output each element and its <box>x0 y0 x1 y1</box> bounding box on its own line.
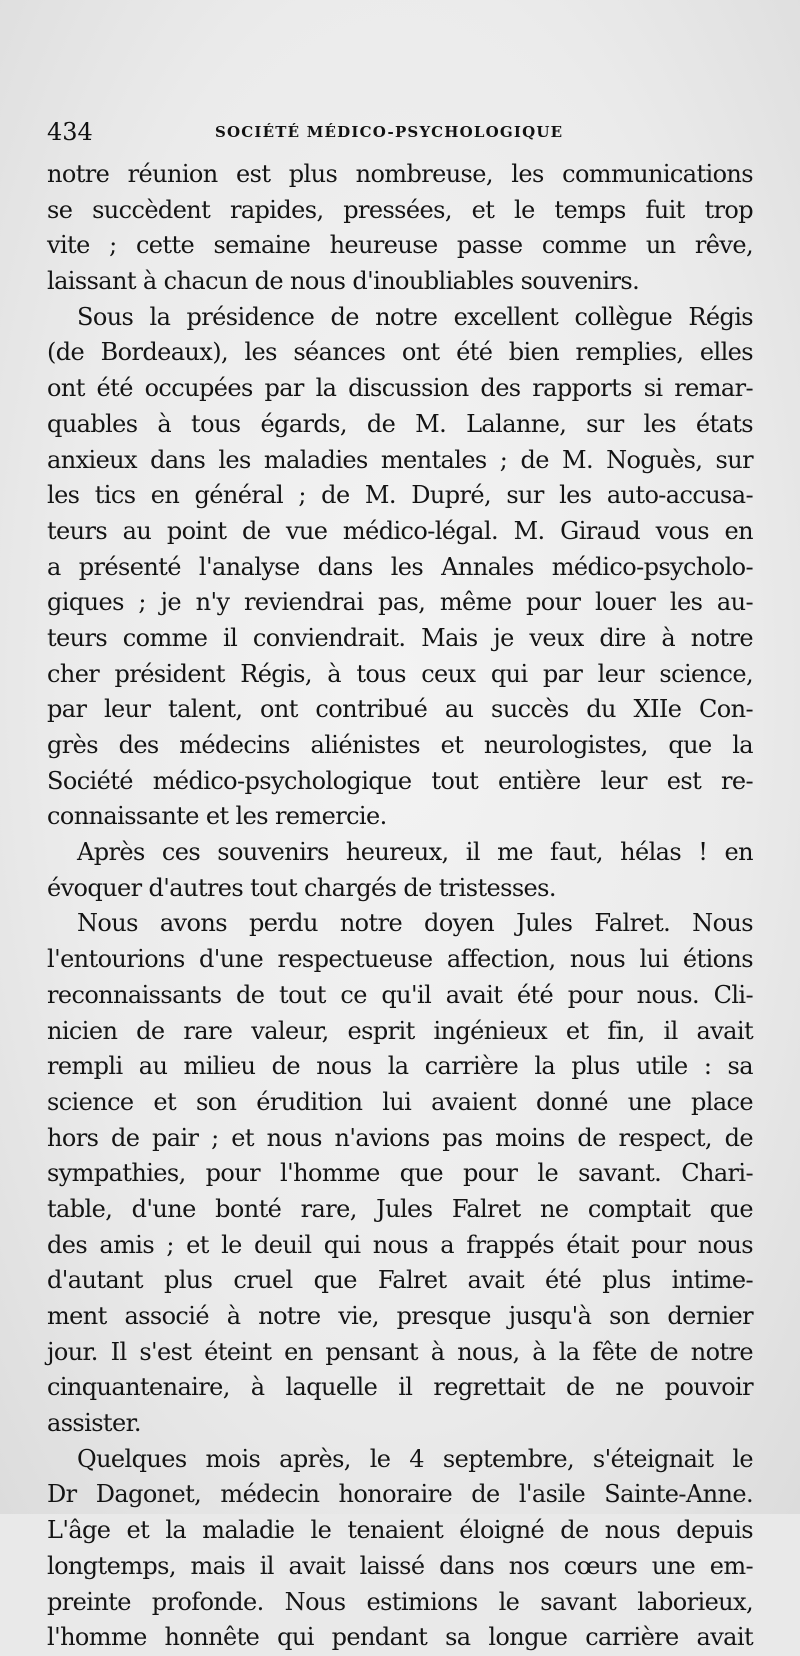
text-line: se succèdent rapides, pressées, et le temps fuit trop <box>47 195 753 224</box>
text-line: les tics en général ; de M. Dupré, sur les auto-accusa- <box>47 481 753 510</box>
text-line: teurs au point de vue médico-légal. M. Giraud vous en <box>47 516 753 545</box>
text-line: Nous avons perdu notre doyen Jules Falret. Nous <box>77 909 753 938</box>
text-line: Après ces souvenirs heureux, il me faut, hélas ! en <box>77 838 753 867</box>
text-line: évoquer d'autres tout chargés de tristesses. <box>47 873 556 902</box>
text-line: cinquantenaire, à laquelle il regrettait de ne pouvoir <box>47 1373 753 1402</box>
text-line: d'autant plus cruel que Falret avait été plus intime- <box>47 1266 753 1295</box>
text-line: reconnaissants de tout ce qu'il avait été pour nous. Cli- <box>47 980 753 1009</box>
text-line: connaissante et les remercie. <box>47 802 387 831</box>
text-line: a présenté l'analyse dans les Annales médico-psycholo- <box>47 552 753 581</box>
text-line: Dr Dagonet, médecin honoraire de l'asile Sainte-Anne. <box>47 1480 753 1509</box>
text-line: jour. Il s'est éteint en pensant à nous, à la fête de notre <box>47 1337 753 1366</box>
text-line: giques ; je n'y reviendrai pas, même pour louer les au- <box>47 588 753 617</box>
text-line: vite ; cette semaine heureuse passe comme un rêve, <box>47 231 753 260</box>
text-line: ment associé à notre vie, presque jusqu'à son dernier <box>47 1302 753 1330</box>
text-line: laissant à chacun de nous d'inoubliables souvenirs. <box>47 267 640 296</box>
text-line: assister. <box>47 1409 141 1438</box>
text-line: Quelques mois après, le 4 septembre, s'éteignait le <box>77 1444 753 1473</box>
running-title: SOCIÉTÉ MÉDICO-PSYCHOLOGIQUE <box>215 123 564 141</box>
text-line: science et son érudition lui avaient donné une place <box>47 1087 753 1116</box>
page-number: 434 <box>47 118 93 146</box>
text-line: rempli au milieu de nous la carrière la plus utile : sa <box>47 1052 753 1081</box>
text-line: quables à tous égards, de M. Lalanne, sur les états <box>47 409 753 438</box>
text-line: par leur talent, ont contribué au succès du XIIe Con- <box>47 695 753 724</box>
text-line: teurs comme il conviendrait. Mais je veux dire à notre <box>47 623 753 652</box>
text-line: L'âge et la maladie le tenaient éloigné de nous depuis <box>47 1516 753 1545</box>
text-line: des amis ; et le deuil qui nous a frappés était pour nous <box>47 1230 753 1259</box>
text-line: table, d'une bonté rare, Jules Falret ne comptait que <box>47 1194 753 1223</box>
text-line: Société médico-psychologique tout entière leur est re- <box>47 766 753 795</box>
text-line: grès des médecins aliénistes et neurologistes, que la <box>47 731 753 759</box>
text-line: (de Bordeaux), les séances ont été bien remplies, elles <box>47 338 753 367</box>
text-line: l'entourions d'une respectueuse affection, nous lui étions <box>47 945 753 974</box>
text-line: anxieux dans les maladies mentales ; de M. Noguès, sur <box>47 445 753 474</box>
text-line: Sous la présidence de notre excellent collègue Régis <box>77 302 753 331</box>
text-line: nicien de rare valeur, esprit ingénieux et fin, il avait <box>47 1016 753 1045</box>
text-line: sympathies, pour l'homme que pour le savant. Chari- <box>47 1159 753 1188</box>
text-line: l'homme honnête qui pendant sa longue carrière avait <box>47 1623 753 1652</box>
text-line: notre réunion est plus nombreuse, les communications <box>47 160 753 188</box>
page-header <box>47 118 760 148</box>
text-line: cher président Régis, à tous ceux qui par leur science, <box>47 659 753 688</box>
text-line: longtemps, mais il avait laissé dans nos cœurs une em- <box>47 1551 753 1580</box>
body-text <box>47 157 753 1656</box>
text-line: ont été occupées par la discussion des rapports si remar- <box>47 374 753 403</box>
text-line: preinte profonde. Nous estimions le savant laborieux, <box>47 1587 753 1616</box>
text-line: hors de pair ; et nous n'avions pas moins de respect, de <box>47 1123 753 1152</box>
